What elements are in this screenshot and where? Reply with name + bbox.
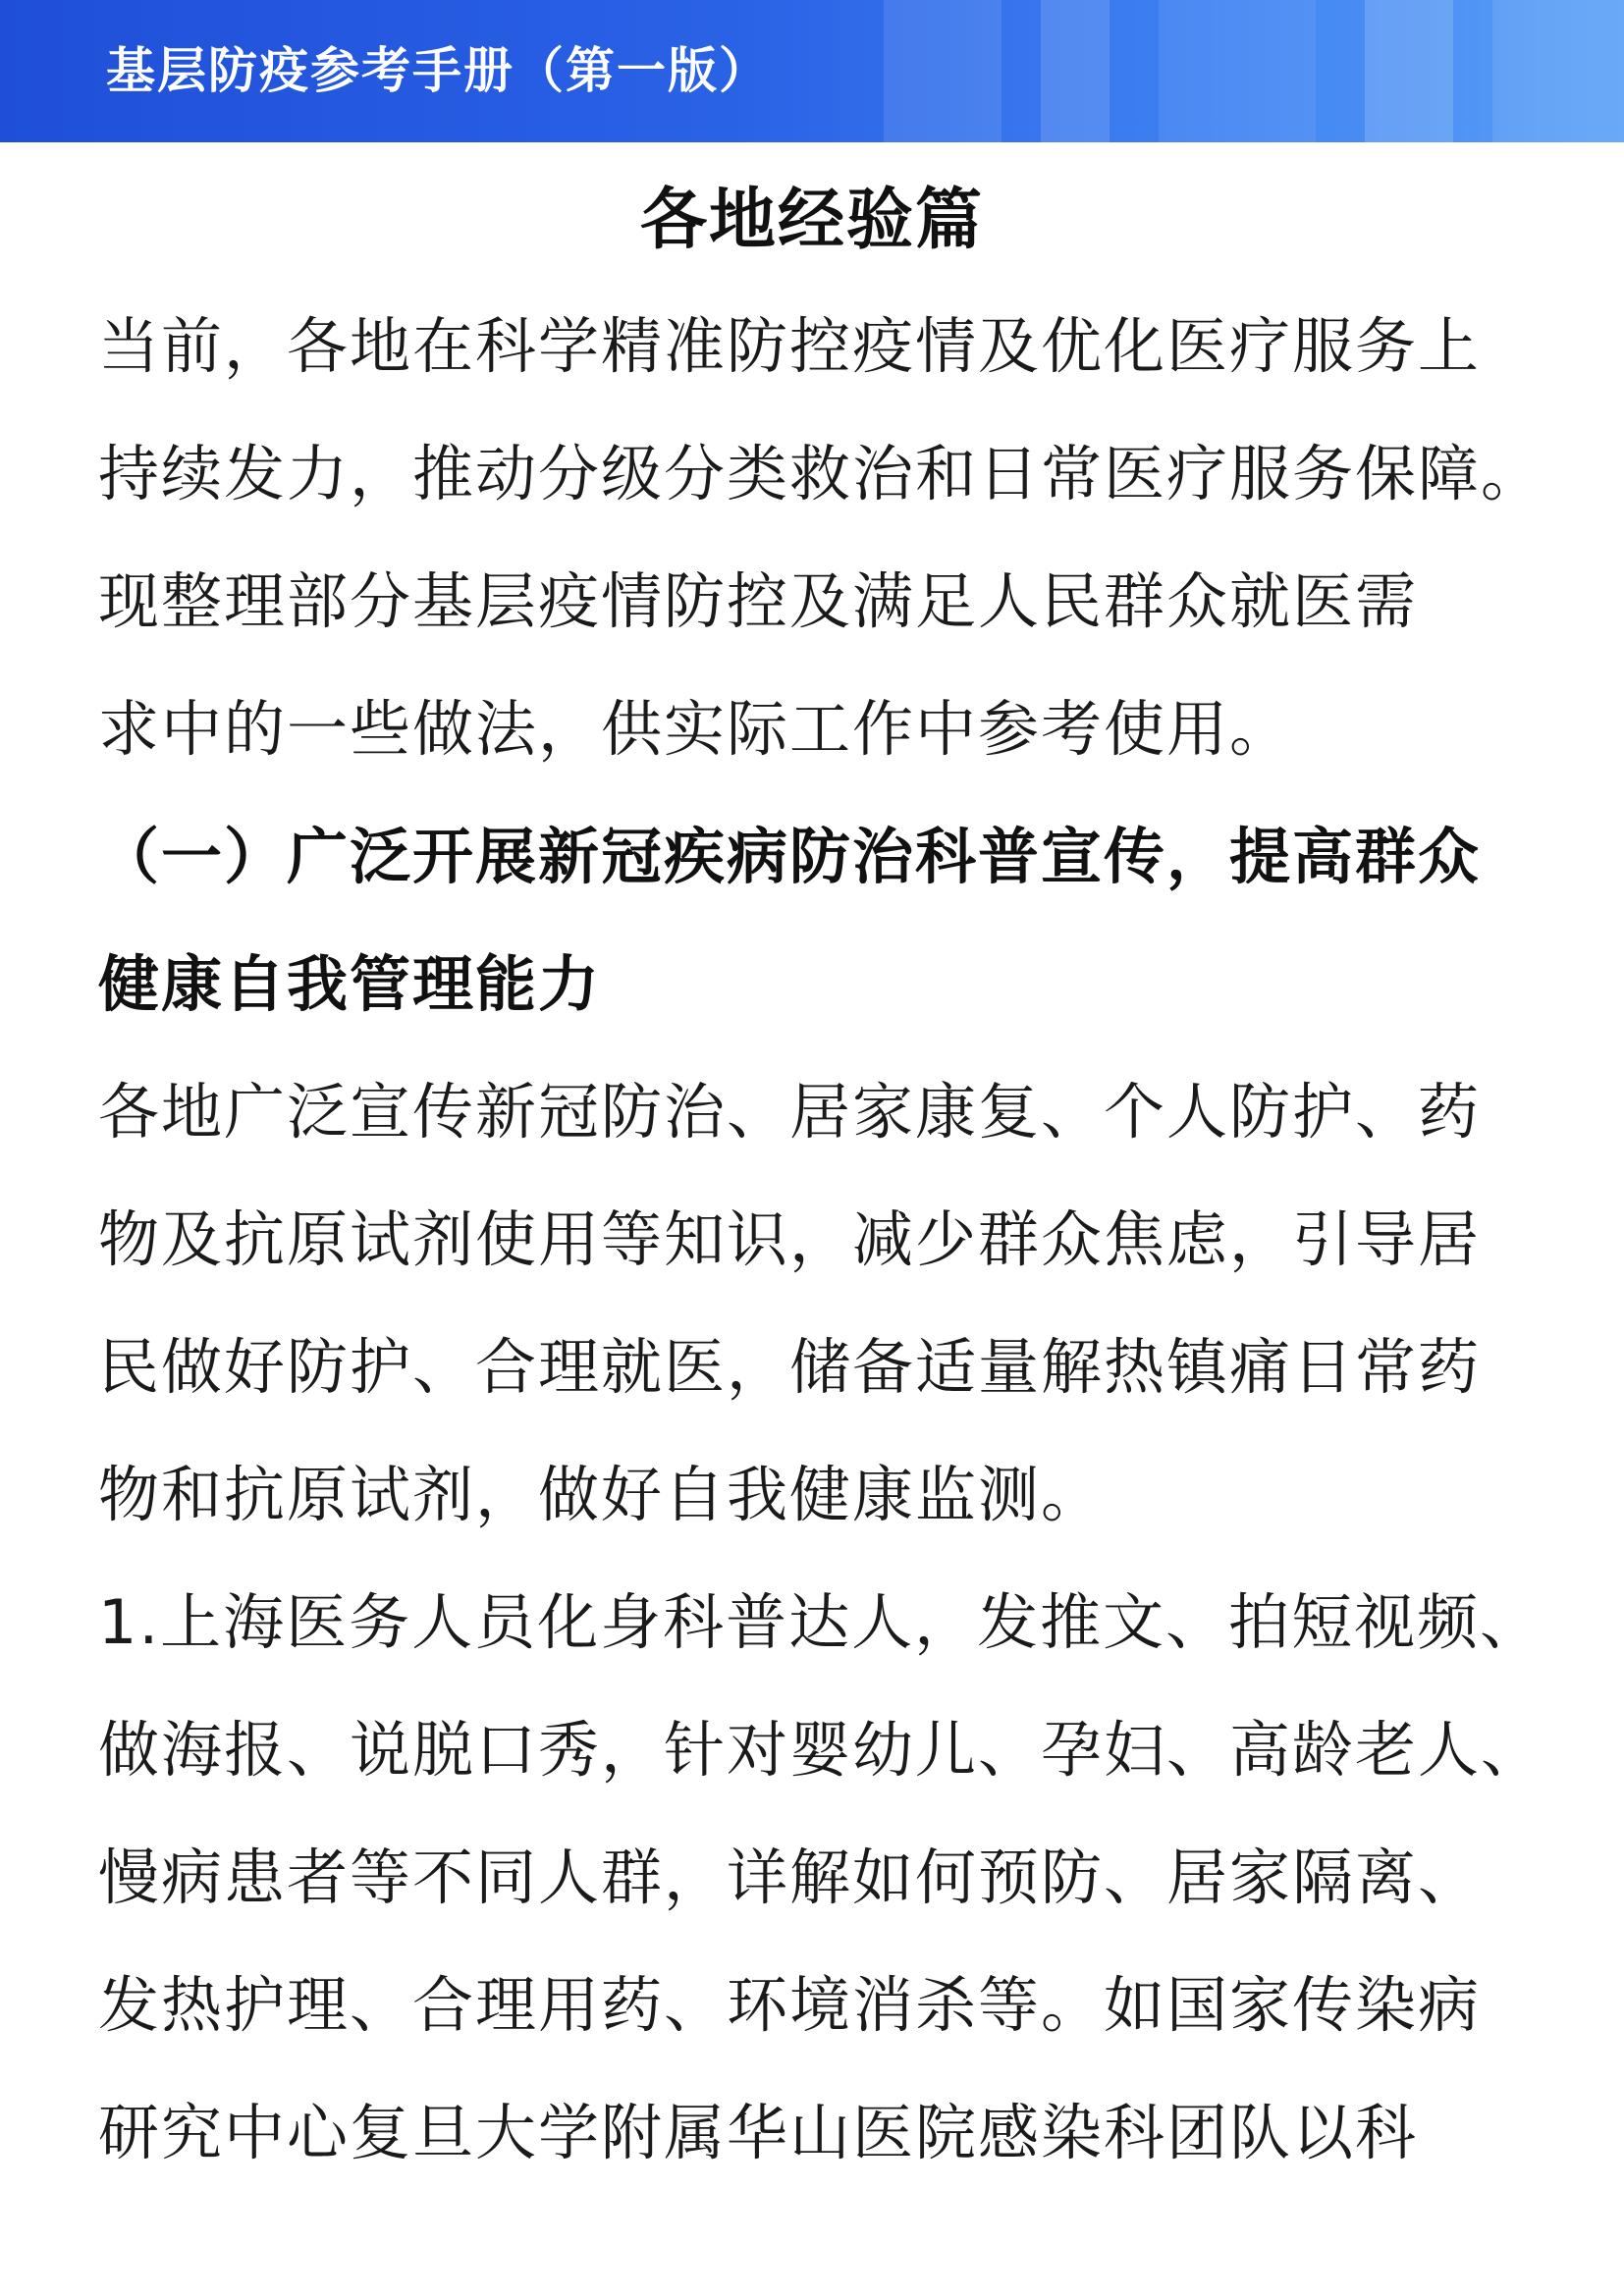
intro-line: 持续发力，推动分级分类救治和日常医疗服务保障。 xyxy=(98,438,1544,509)
list-item-line: 做海报、说脱口秀，针对婴幼儿、孕妇、高龄老人、 xyxy=(98,1714,1544,1786)
paragraph-line: 物和抗原试剂，做好自我健康监测。 xyxy=(98,1459,1105,1530)
banner-decoration xyxy=(1365,0,1453,142)
paragraph-line: 各地广泛宣传新冠防治、居家康复、个人防护、药 xyxy=(98,1076,1482,1148)
paragraph-line: 民做好防护、合理就医，储备适量解热镇痛日常药 xyxy=(98,1331,1482,1403)
intro-line: 当前，各地在科学精准防控疫情及优化医疗服务上 xyxy=(98,310,1482,382)
banner-decoration xyxy=(884,0,1001,142)
intro-line: 现整理部分基层疫情防控及满足人民群众就医需 xyxy=(98,565,1419,637)
page-title: 各地经验篇 xyxy=(639,182,984,259)
list-item-line: 研究中心复旦大学附属华山医院感染科团队以科 xyxy=(98,2097,1419,2168)
banner-decoration xyxy=(1159,0,1316,142)
header-banner xyxy=(0,0,1624,142)
section-heading: （一）广泛开展新冠疾病防治科普宣传，提高群众 xyxy=(98,821,1482,892)
list-item-line: 1.上海医务人员化身科普达人，发推文、拍短视频、 xyxy=(98,1586,1543,1658)
paragraph-line: 物及抗原试剂使用等知识，减少群众焦虑，引导居 xyxy=(98,1203,1482,1275)
list-item-line: 发热护理、合理用药、环境消杀等。如国家传染病 xyxy=(98,1969,1482,2041)
banner-decoration xyxy=(1041,0,1110,142)
section-heading: 健康自我管理能力 xyxy=(98,948,602,1020)
banner-decoration xyxy=(1492,0,1624,142)
banner-title: 基层防疫参考手册（第一版） xyxy=(106,42,770,99)
list-item-line: 慢病患者等不同人群，详解如何预防、居家隔离、 xyxy=(98,1842,1482,1913)
intro-line: 求中的一些做法，供实际工作中参考使用。 xyxy=(98,693,1293,765)
